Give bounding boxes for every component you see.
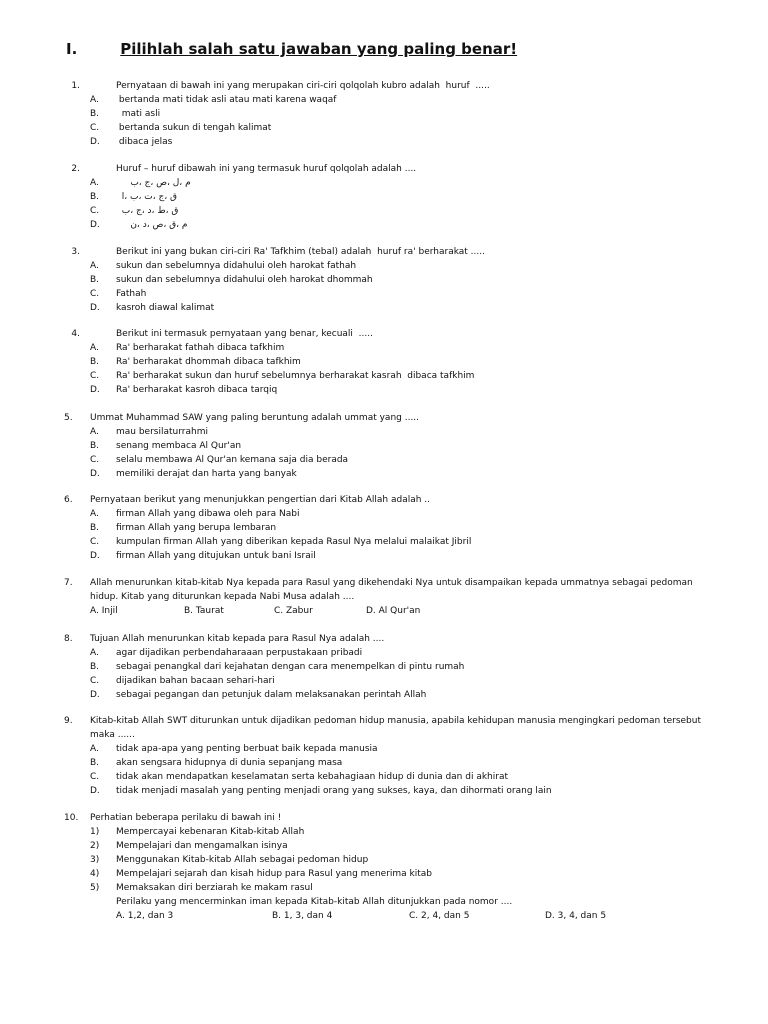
question-text: Huruf – huruf dibawah ini yang termasuk huruf qolqolah adalah ....: [116, 164, 417, 174]
option-text[interactable]: mau bersilaturrahmi: [116, 427, 208, 437]
option-b[interactable]: B. 1, 3, dan 4: [272, 911, 333, 921]
section-heading: [66, 40, 517, 58]
question-text: Berikut ini yang bukan ciri-ciri Ra' Tafkhim (tebal) adalah huruf ra' berharakat .....: [116, 247, 485, 257]
option-text[interactable]: akan sengsara hidupnya di dunia sepanjang masa: [116, 758, 343, 768]
option-label[interactable]: B.: [90, 275, 100, 285]
option-text[interactable]: tidak akan mendapatkan keselamatan serta kebahagiaan hidup di dunia dan di akhirat: [116, 772, 508, 782]
option-label[interactable]: A.: [90, 648, 99, 658]
question-number: 7.: [64, 578, 73, 588]
option-text[interactable]: sukun dan sebelumnya didahului oleh harokat dhommah: [116, 275, 373, 285]
question-text: Pernyataan berikut yang menunjukkan pengertian dari Kitab Allah adalah ..: [90, 495, 431, 505]
statement-text: Mempelajari dan mengamalkan isinya: [116, 841, 288, 851]
option-label[interactable]: D.: [90, 469, 100, 479]
question-3: [64, 245, 724, 315]
option-label[interactable]: A.: [90, 178, 99, 188]
statement-number: 2): [90, 841, 100, 851]
option-label[interactable]: C.: [90, 537, 100, 547]
option-text[interactable]: sebagai pegangan dan petunjuk dalam melaksanakan perintah Allah: [116, 690, 427, 700]
question-4: [64, 327, 724, 397]
option-label[interactable]: D.: [90, 786, 100, 796]
statement-text: Memaksakan diri berziarah ke makam rasul: [116, 883, 313, 893]
option-text[interactable]: tidak menjadi masalah yang penting menjadi orang yang sukses, kaya, dan dihormati orang lain: [116, 786, 552, 796]
statement-number: 3): [90, 855, 100, 865]
question-number: 9.: [64, 716, 73, 726]
inline-options: [116, 909, 724, 923]
question-2: [64, 162, 724, 232]
option-text[interactable]: kumpulan firman Allah yang diberikan kepada Rasul Nya melalui malaikat Jibril: [116, 537, 472, 547]
option-b[interactable]: B. Taurat: [184, 606, 224, 616]
option-label[interactable]: A.: [90, 261, 99, 271]
option-label[interactable]: C.: [90, 772, 100, 782]
section-title: Pilihlah salah satu jawaban yang paling benar!: [120, 40, 518, 58]
followup-question: Perilaku yang mencerminkan iman kepada Kitab-kitab Allah ditunjukkan pada nomor ....: [116, 897, 513, 907]
option-d[interactable]: D. 3, 4, dan 5: [545, 911, 607, 921]
option-c[interactable]: C. 2, 4, dan 5: [409, 911, 470, 921]
option-label[interactable]: A.: [90, 343, 99, 353]
question-6: [64, 493, 724, 563]
statement-number: 1): [90, 827, 100, 837]
question-text: Allah menurunkan kitab-kitab Nya kepada para Rasul yang dikehendaki Nya untuk disampaikan kepada ummatnya sebagai pedoman hidup. Kitab yang diturunkan kepada Nabi Musa adalah ....: [90, 578, 693, 602]
option-label[interactable]: D.: [90, 220, 100, 230]
option-label[interactable]: B.: [90, 758, 100, 768]
option-text[interactable]: mati asli: [116, 109, 161, 119]
option-label[interactable]: C.: [90, 676, 100, 686]
question-7: [64, 576, 724, 618]
option-text[interactable]: Ra' berharakat kasroh dibaca tarqiq: [116, 385, 278, 395]
option-text[interactable]: dijadikan bahan bacaan sehari-hari: [116, 676, 275, 686]
option-label[interactable]: C.: [90, 371, 100, 381]
option-label[interactable]: D.: [90, 137, 100, 147]
question-8: [64, 632, 724, 702]
option-text[interactable]: Ra' berharakat sukun dan huruf sebelumnya berharakat kasrah dibaca tafkhim: [116, 371, 475, 381]
option-text[interactable]: sukun dan sebelumnya didahului oleh harokat fathah: [116, 261, 357, 271]
option-text[interactable]: Ra' berharakat fathah dibaca tafkhim: [116, 343, 285, 353]
option-text[interactable]: agar dijadikan perbendaharaaan perpustakaan pribadi: [116, 648, 363, 658]
statement-text: Mempercayai kebenaran Kitab-kitab Allah: [116, 827, 305, 837]
option-text[interactable]: firman Allah yang dibawa oleh para Nabi: [116, 509, 300, 519]
question-text: Ummat Muhammad SAW yang paling beruntung adalah ummat yang .....: [90, 413, 420, 423]
option-label[interactable]: A.: [90, 744, 99, 754]
option-text[interactable]: ق ،ج ،ت ،ب ،ا: [116, 192, 178, 202]
option-text[interactable]: kasroh diawal kalimat: [116, 303, 215, 313]
question-1: [64, 79, 724, 149]
option-a[interactable]: A. 1,2, dan 3: [116, 911, 174, 921]
option-label[interactable]: C.: [90, 289, 100, 299]
option-label[interactable]: D.: [90, 690, 100, 700]
option-label[interactable]: D.: [90, 303, 100, 313]
question-text: Pernyataan di bawah ini yang merupakan ciri-ciri qolqolah kubro adalah huruf .....: [116, 81, 490, 91]
question-10: [64, 811, 724, 923]
option-text[interactable]: Ra' berharakat dhommah dibaca tafkhim: [116, 357, 301, 367]
option-text[interactable]: dibaca jelas: [116, 137, 173, 147]
statement-number: 5): [90, 883, 100, 893]
statement-text: Menggunakan Kitab-kitab Allah sebagai pedoman hidup: [116, 855, 369, 865]
option-text[interactable]: senang membaca Al Qur'an: [116, 441, 242, 451]
option-label[interactable]: B.: [90, 662, 100, 672]
option-text[interactable]: memiliki derajat dan harta yang banyak: [116, 469, 297, 479]
option-text[interactable]: firman Allah yang ditujukan untuk bani Israil: [116, 551, 316, 561]
section-number: I.: [66, 40, 78, 58]
option-label[interactable]: A.: [90, 95, 99, 105]
question-text: Perhatian beberapa perilaku di bawah ini !: [90, 813, 282, 823]
option-text[interactable]: Fathah: [116, 289, 147, 299]
option-label[interactable]: C.: [90, 123, 100, 133]
question-number: 1.: [71, 81, 80, 91]
option-text[interactable]: م ،ق ،ص ،د ،ن: [116, 220, 188, 230]
question-number: 2.: [71, 164, 80, 174]
question-text: Berikut ini termasuk pernyataan yang benar, kecuali .....: [116, 329, 373, 339]
option-text[interactable]: bertanda sukun di tengah kalimat: [116, 123, 272, 133]
option-label[interactable]: B.: [90, 441, 100, 451]
option-c[interactable]: C. Zabur: [274, 606, 313, 616]
option-label[interactable]: C.: [90, 206, 100, 216]
statement-number: 4): [90, 869, 100, 879]
option-label[interactable]: D.: [90, 551, 100, 561]
option-text[interactable]: ق ،ط ،د ،ج ،ب: [116, 206, 179, 216]
option-label[interactable]: B.: [90, 192, 100, 202]
option-text[interactable]: tidak apa-apa yang penting berbuat baik kepada manusia: [116, 744, 378, 754]
option-text[interactable]: bertanda mati tidak asli atau mati karena waqaf: [116, 95, 337, 105]
statement-text: Mempelajari sejarah dan kisah hidup para Rasul yang menerima kitab: [116, 869, 433, 879]
question-number: 6.: [64, 495, 73, 505]
option-text[interactable]: sebagai penangkal dari kejahatan dengan cara menempelkan di pintu rumah: [116, 662, 465, 672]
question-number: 4.: [71, 329, 80, 339]
option-label[interactable]: B.: [90, 109, 100, 119]
option-text[interactable]: selalu membawa Al Qur'an kemana saja dia berada: [116, 455, 349, 465]
option-label[interactable]: D.: [90, 385, 100, 395]
question-9: [64, 714, 724, 798]
option-a[interactable]: A. Injil: [90, 606, 118, 616]
option-label[interactable]: B.: [90, 523, 100, 533]
option-label[interactable]: A.: [90, 427, 99, 437]
option-d[interactable]: D. Al Qur'an: [366, 606, 421, 616]
question-text: Tujuan Allah menurunkan kitab kepada para Rasul Nya adalah ....: [90, 634, 385, 644]
question-number: 8.: [64, 634, 73, 644]
inline-options: [90, 604, 724, 618]
option-label[interactable]: B.: [90, 357, 100, 367]
option-text[interactable]: firman Allah yang berupa lembaran: [116, 523, 277, 533]
option-text[interactable]: م ،ل ،ص ،ج ،ب: [116, 178, 191, 188]
option-label[interactable]: C.: [90, 455, 100, 465]
question-text: Kitab-kitab Allah SWT diturunkan untuk dijadikan pedoman hidup manusia, apabila kehidupan manusia mengingkari pedoman tersebut maka ......: [90, 716, 702, 740]
question-number: 10.: [64, 813, 79, 823]
question-5: [64, 411, 724, 481]
question-number: 3.: [71, 247, 80, 257]
option-label[interactable]: A.: [90, 509, 99, 519]
question-number: 5.: [64, 413, 73, 423]
